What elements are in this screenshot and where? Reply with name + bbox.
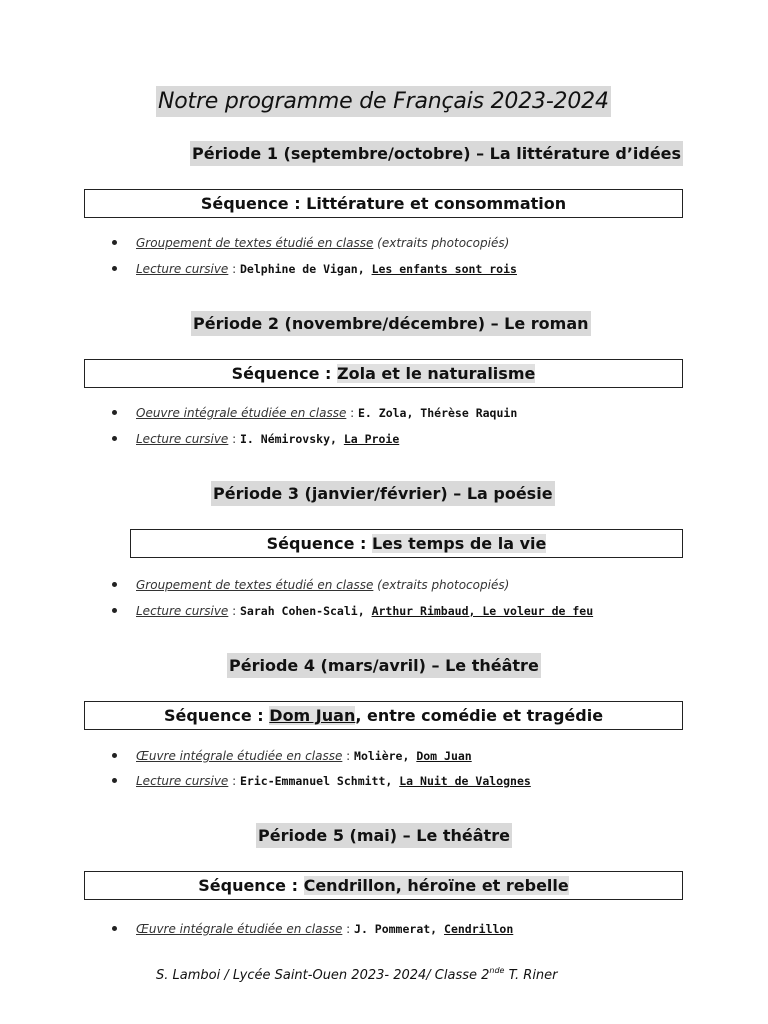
item-label: Œuvre intégrale étudiée en classe [136, 922, 343, 936]
item-label: Groupement de textes étudié en classe [136, 578, 374, 592]
item-separator: : [346, 406, 358, 420]
sequence-4-box [84, 701, 683, 730]
list-item [112, 921, 513, 937]
item-separator: : [342, 922, 355, 936]
bullet-icon [112, 410, 117, 415]
sequence-2-box [84, 359, 683, 388]
item-work: La Nuit de Valognes [399, 774, 531, 788]
page-title: Notre programme de Français 2023-2024 [156, 86, 611, 117]
list-item [112, 405, 517, 421]
item-author: Eric-Emmanuel Schmitt, [240, 774, 400, 788]
list-item [112, 748, 472, 764]
item-label: Groupement de textes étudié en classe [136, 236, 374, 250]
item-label: Lecture cursive [136, 604, 229, 618]
item-author: J. Pommerat, [354, 922, 445, 936]
period-1-heading: Période 1 (septembre/octobre) – La littérature d’idées [190, 141, 683, 166]
item-label: Lecture cursive [136, 262, 229, 276]
footer-end: T. Riner [504, 968, 558, 983]
footer-superscript: nde [489, 966, 505, 975]
item-label: Lecture cursive [136, 432, 229, 446]
item-author: E. Zola, Thérèse Raquin [358, 406, 518, 420]
item-work: La Proie [343, 432, 400, 446]
sequence-prefix: Séquence : [266, 534, 367, 553]
sequence-title: Littérature et consommation [306, 194, 567, 213]
list-item [112, 603, 593, 619]
sequence-prefix: Séquence : [198, 876, 298, 895]
bullet-icon [112, 436, 117, 441]
list-item [112, 431, 399, 447]
sequence-3-box [130, 529, 683, 558]
item-label: Œuvre intégrale étudiée en classe [136, 749, 343, 763]
period-4-heading: Période 4 (mars/avril) – Le théâtre [227, 653, 541, 678]
sequence-prefix: Séquence : [200, 194, 301, 213]
bullet-icon [112, 240, 117, 245]
bullet-icon [112, 753, 117, 758]
bullet-icon [112, 582, 117, 587]
item-separator: : [228, 262, 240, 276]
item-label: Oeuvre intégrale étudiée en classe [136, 406, 347, 420]
bullet-icon [112, 926, 117, 931]
bullet-icon [112, 608, 117, 613]
sequence-suffix: , entre comédie et tragédie [355, 706, 604, 725]
item-separator: : [228, 604, 240, 618]
item-note: (extraits photocopiés) [373, 578, 510, 592]
list-item [112, 577, 509, 593]
item-label: Lecture cursive [136, 774, 229, 788]
item-author: Molière, [354, 749, 417, 763]
bullet-icon [112, 778, 117, 783]
list-item [112, 235, 509, 251]
sequence-1-box [84, 189, 683, 218]
item-author: I. Némirovsky, [240, 432, 344, 446]
item-author: Sarah Cohen-Scali, [240, 604, 372, 618]
period-5-heading: Période 5 (mai) – Le théâtre [256, 823, 512, 848]
period-3-heading: Période 3 (janvier/février) – La poésie [211, 481, 555, 506]
item-separator: : [228, 774, 240, 788]
item-work: Les enfants sont rois [371, 262, 517, 276]
sequence-prefix: Séquence : [163, 706, 264, 725]
item-separator: : [228, 432, 240, 446]
footer [156, 962, 558, 985]
sequence-5-box [84, 871, 683, 900]
period-2-heading: Période 2 (novembre/décembre) – Le roman [191, 311, 591, 336]
sequence-title: Cendrillon, héroïne et rebelle [303, 876, 569, 895]
footer-main: S. Lamboi / Lycée Saint-Ouen 2023- 2024/ Classe 2 [156, 968, 490, 983]
item-separator: : [342, 749, 355, 763]
item-author: Delphine de Vigan, [240, 262, 372, 276]
list-item [112, 773, 531, 789]
list-item [112, 261, 517, 277]
item-note: (extraits photocopiés) [373, 236, 510, 250]
item-work: Arthur Rimbaud, Le voleur de feu [371, 604, 594, 618]
sequence-title: Les temps de la vie [371, 534, 547, 553]
sequence-prefix: Séquence : [231, 364, 332, 383]
sequence-title: Dom Juan [269, 706, 356, 725]
sequence-title: Zola et le naturalisme [336, 364, 536, 383]
bullet-icon [112, 266, 117, 271]
item-work: Dom Juan [416, 749, 472, 763]
item-work: Cendrillon [444, 922, 514, 936]
